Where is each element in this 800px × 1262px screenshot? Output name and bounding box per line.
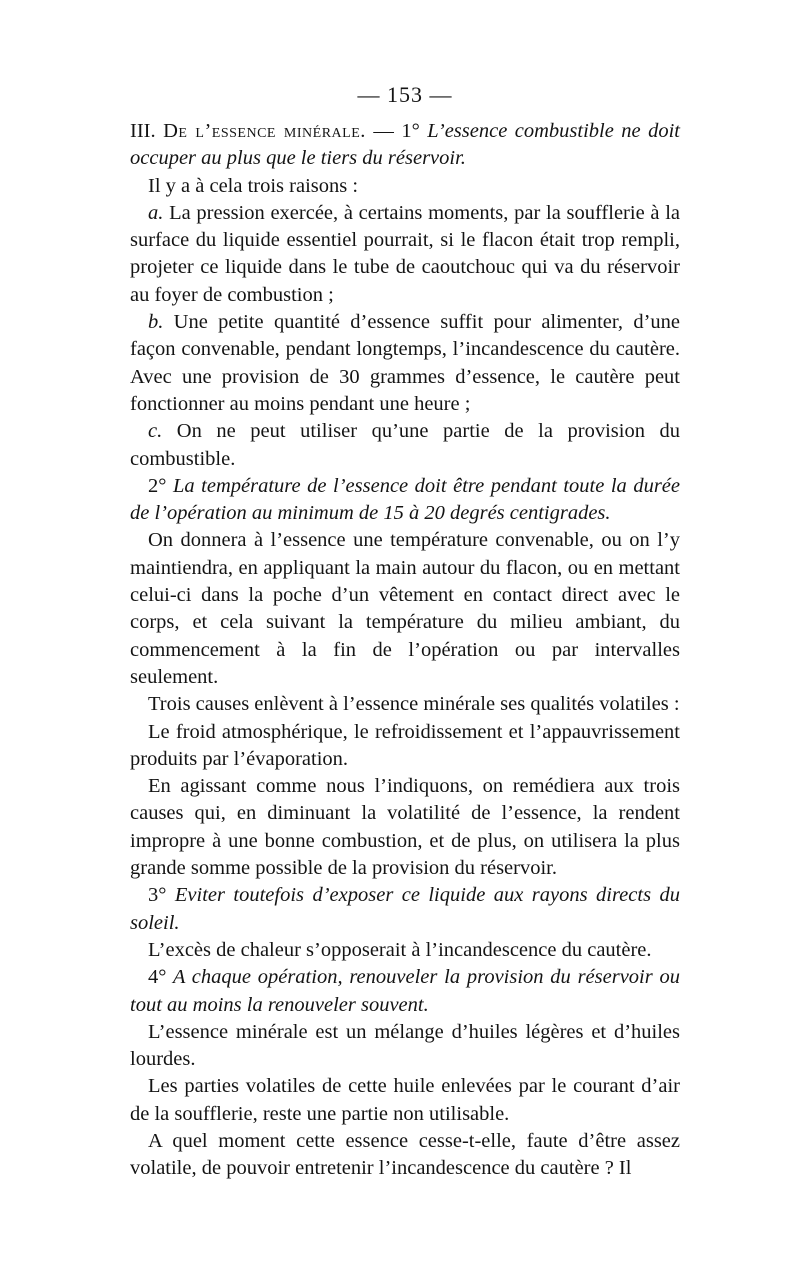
page-number: — 153 — xyxy=(357,82,453,107)
item-text: La pression exercée, à certains moments, par la soufflerie à la surface du liquide essentiel pourrait, si le flacon était trop rempli, projeter ce liquide dans le tube de caoutchouc qui va du réservoir au foyer de combustion ; xyxy=(130,201,680,306)
section-numeral: III. xyxy=(130,120,156,142)
paragraph xyxy=(130,418,680,473)
item-label: b. xyxy=(148,311,164,334)
paragraph xyxy=(130,200,680,309)
paragraph: En agissant comme nous l’indiquons, on remédiera aux trois causes qui, en diminuant la volatilité de l’essence, la rendent impropre à une bonne combustion, et de plus, on utilisera la plus grande somme possible de la provision du réservoir. xyxy=(130,775,680,880)
paragraph xyxy=(130,473,680,528)
paragraph: Trois causes enlèvent à l’essence minérale ses qualités volatiles : xyxy=(148,693,680,716)
paragraph xyxy=(130,882,680,937)
paragraph: L’excès de chaleur s’opposerait à l’incandescence du cautère. xyxy=(148,938,652,961)
rule-text: La température de l’essence doit être pendant toute la durée de l’opération au minimum de 15 à 20 degrés centigrades. xyxy=(130,474,680,525)
paragraph: Il y a à cela trois raisons : xyxy=(148,174,359,197)
item-text: Une petite quantité d’essence suffit pour alimenter, d’une façon convenable, pendant longtemps, l’incandescence du cautère. Avec une provision de 30 grammes d’essence, le cautère peut fonctionner au moins pendant une heure ; xyxy=(130,311,680,415)
paragraph: A quel moment cette essence cesse-t-elle, faute d’être assez volatile, de pouvoir entretenir l’incandescence du cautère ? Il xyxy=(130,1129,680,1180)
paragraph: Le froid atmosphérique, le refroidissement et l’appauvrissement produits par l’évaporation. xyxy=(130,720,680,770)
item-text: On ne peut utiliser qu’une partie de la provision du combustible. xyxy=(130,420,680,470)
item-label: a. xyxy=(148,201,164,224)
rule-number: 4° xyxy=(148,966,167,989)
section-heading xyxy=(130,118,680,173)
paragraph: L’essence minérale est un mélange d’huiles légères et d’huiles lourdes. xyxy=(130,1020,680,1071)
rule-number: 3° xyxy=(148,884,167,907)
paragraph: On donnera à l’essence une température convenable, ou on l’y maintiendra, en appliquant la main autour du flacon, ou en mettant celui-ci dans la poche d’un vêtement en contact direct avec le corps, et cela suivant la température du milieu ambiant, du commencement à la fin de l’opération ou par intervalles seulement. xyxy=(130,529,680,688)
rule-text: L’essence combustible ne doit occuper au plus que le tiers du réservoir. xyxy=(130,120,681,170)
paragraph xyxy=(130,309,680,418)
rule-text: A chaque opération, renouveler la provision du réservoir ou tout au moins la renouveler souvent. xyxy=(130,966,680,1016)
section-title: De l’essence minérale. xyxy=(163,120,366,142)
paragraph: Les parties volatiles de cette huile enlevées par le courant d’air de la soufflerie, reste une partie non utilisable. xyxy=(130,1075,680,1125)
page xyxy=(130,82,680,1183)
rule-number: 1° xyxy=(401,120,420,142)
paragraph xyxy=(130,964,680,1019)
rule-number: 2° xyxy=(148,474,167,497)
rule-text: Eviter toutefois d’exposer ce liquide aux rayons directs du soleil. xyxy=(130,884,680,934)
section-dash: — xyxy=(365,120,402,142)
item-label: c. xyxy=(148,420,163,443)
